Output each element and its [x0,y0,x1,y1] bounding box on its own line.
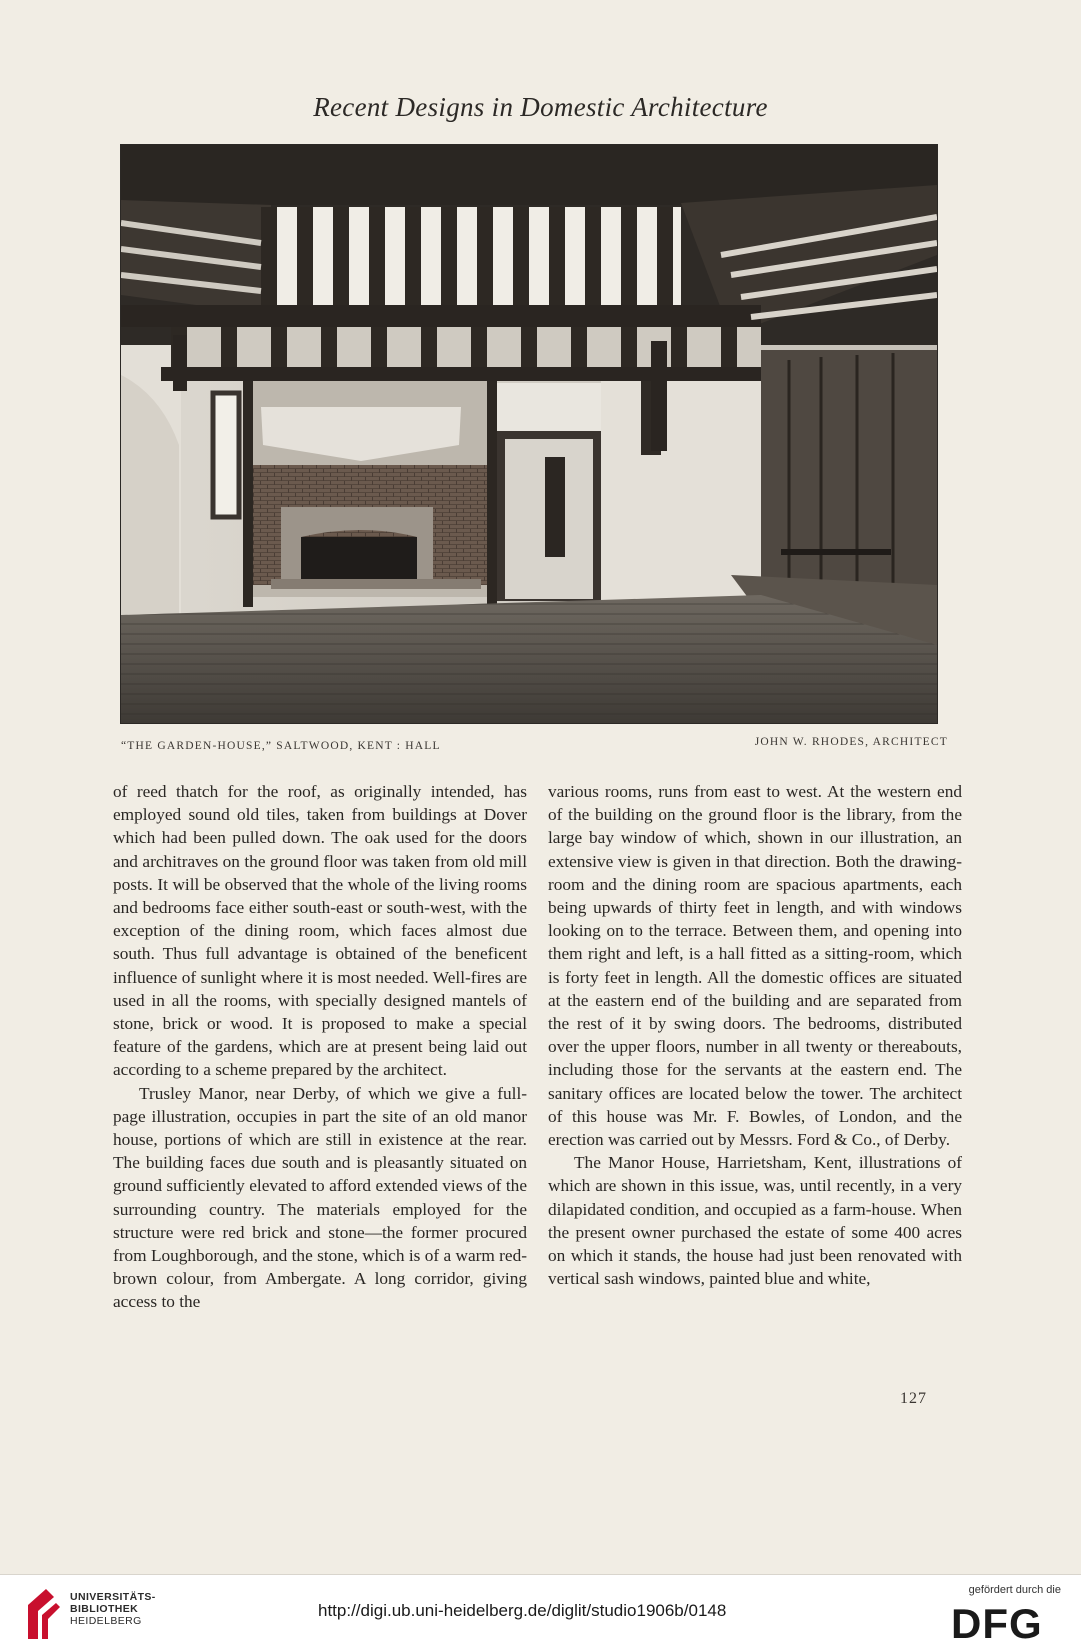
photo-caption-architect: JOHN W. RHODES, ARCHITECT [754,736,948,748]
dfg-logo-icon [951,1602,1059,1642]
paragraph: The Manor House, Harrietsham, Kent, illustrations of which are shown in this issue, was, until recently, in a very dilapidated condition, and occupied as a farm-house. When the present owner purchased the estate of some 400 acres on which it stands, the house had just been renovated with vertical sash windows, painted blue and white, [548,1153,962,1289]
paragraph: various rooms, runs from east to west. At the western end of the building on the ground floor is the library, from the large bay window of which, shown in our illustration, an extensive view is given in that direction. Both the drawing-room and the dining room are spacious apartments, each being upwards of thirty feet in length, and with windows looking on to the terrace. Between them, and opening into them right and left, is a hall fitted as a sitting-room, which is forty feet in length. All the domestic offices are situated at the eastern end of the building and are separated from the rest of it by swing doors. The bedrooms, distributed over the upper floors, number in all twenty or thereabouts, including those for the servants at the eastern end. The sanitary offices are located below the tower. The architect of this house was Mr. F. Bowles, of London, and the erection was carried out by Messrs. Ford & Co., of Derby. [548,782,962,1150]
paragraph: Trusley Manor, near Derby, of which we give a full-page illustration, occupies in part the site of an old manor house, portions of which are still in existence at the rear. The building faces due south and is pleasantly situated on ground sufficiently elevated to afford extended views of the surrounding country. The materials employed for the structure were red brick and stone—the former procured from Loughborough, and the stone, which is of a warm red-brown colour, from Ambergate. A long corridor, giving access to the [113,1083,527,1312]
running-head: Recent Designs in Domestic Architecture [313,92,768,122]
funding-note: gefördert durch die [968,1584,1061,1596]
hall-photograph [121,145,937,723]
library-name-line: BIBLIOTHEK [70,1603,139,1615]
photo-caption-title: “THE GARDEN-HOUSE,” SALTWOOD, KENT : HALL [121,740,441,752]
page-number: 127 [900,1390,927,1407]
library-name-line: UNIVERSITÄTS- [70,1591,156,1603]
library-name-line: HEIDELBERG [70,1615,142,1627]
university-library-logo-icon [24,1583,64,1643]
text-column-right [548,780,962,1290]
digitization-footer [0,1574,1081,1651]
paragraph: of reed thatch for the roof, as originally intended, has employed sound old tiles, taken from buildings at Dover which had been pulled down. The oak used for the doors and architraves on the ground floor was taken from old mill posts. It will be observed that the whole of the living rooms and bedrooms face either south-east or south-west, with the exception of the dining room, which faces almost due south. Thus full advantage is obtained of the beneficent influence of sunlight where it is most needed. Well-fires are used in all the rooms, with specially designed mantels of stone, brick or wood. It is proposed to make a special feature of the gardens, which are at present being laid out according to a scheme prepared by the architect. [113,782,527,1080]
hall-photograph-image [121,145,937,723]
dfg-logo-text: DFG [951,1602,1043,1642]
text-column-left [113,780,527,1314]
permalink-url[interactable]: http://digi.ub.uni-heidelberg.de/diglit/studio1906b/0148 [318,1601,727,1620]
university-library-name [70,1591,156,1627]
